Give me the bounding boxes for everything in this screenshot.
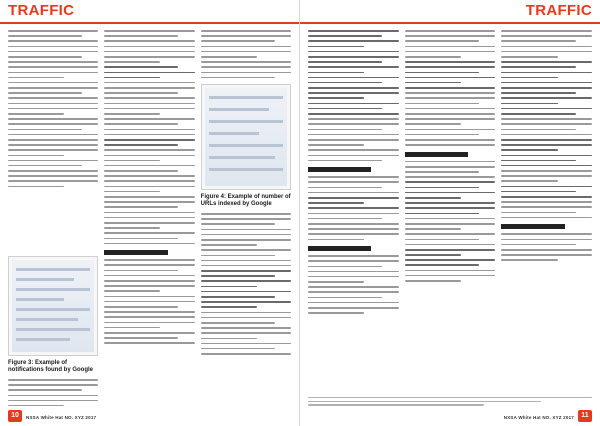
right-figure-caption: Figure 4: Example of number of URLs indexed by Google [200,194,291,207]
right-page [300,0,600,426]
right-header-band [300,0,600,24]
left-page-number: 10 [8,410,22,422]
right-subhead-2 [308,246,371,251]
left-columns [8,30,291,406]
left-magazine-name: NXSA White Hat NO. XYZ 2017 [26,415,97,420]
right-subhead-3 [405,152,468,157]
right-magazine-name: NXSA White Hat NO. XYZ 2017 [503,415,574,420]
left-col3-figure-image [205,88,287,186]
right-section-title: TRAFFIC [525,2,592,19]
right-columns [308,30,592,406]
right-page-number: 11 [578,410,592,422]
right-col-3 [501,30,592,406]
left-col-3 [201,30,291,406]
right-footnotes [308,397,592,408]
left-col-1 [8,30,98,406]
left-section-title: TRAFFIC [8,2,75,19]
left-figure-image [12,260,94,352]
left-subhead [104,250,167,255]
left-figure-caption: Figure 3: Example of notifications found by Google [8,360,93,373]
left-header-band [0,0,299,24]
right-subhead-1 [308,167,371,172]
right-subhead-4 [501,224,564,229]
right-col-2 [405,30,496,406]
left-figure [8,256,98,356]
right-figure-wrap [201,84,291,190]
left-col-2 [104,30,194,406]
right-col-1 [308,30,399,406]
